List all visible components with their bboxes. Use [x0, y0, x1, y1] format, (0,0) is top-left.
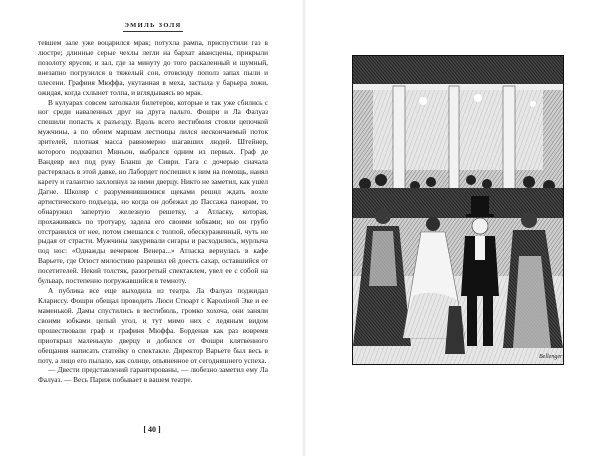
paragraph-1: тевшем зале уже воцарился мрак; потухла рампа, приспустили газ в люстре; длинные серые чехлы легли на бархат авансцены, прикрыли позолоту ярусов; и зал, где за минуту до того раскаленный и шумный, внезапно погрузился в тяжелый сон, отовсюду пополз запах пыли и плесени. Графиня Мюффа, укутанная в меха, застыла у барьера ложи, ожидая, когда схлынет толпа, и вглядываясь во мрак. — [38, 38, 268, 97]
running-title-rule — [123, 31, 183, 32]
page-number: [ 40 ] — [143, 425, 161, 434]
paragraph-4: — Двести представлений гарантированы, — любезно заметил ему Ла Фалуаз. — Весь Париж побывает в вашем театре. — [38, 365, 268, 385]
engraving-illustration — [352, 55, 564, 365]
column-center — [449, 86, 459, 196]
hall-ceiling — [353, 56, 563, 86]
artist-signature: Bellenger — [539, 354, 563, 360]
running-title: ЭМИЛЬ ЗОЛЯ — [124, 22, 182, 29]
body-text — [38, 38, 268, 385]
paragraph-3: А публика все еще выходила из театра. Ла Фалуаз поджидал Клариссу. Фошри обещал проводить Люси Стюарт с Кароліной Эке и ее маменькой. Дамы спустились в вестибюль, громко хохоча, они заняли своими юбками целый угол, и тут мимо них с ледяным видом прошествовали граф и графиня Мюффа. Борденав как раз вовремя приоткрыл маленькую дверцу и добился от Фошри клятвенного обещания написать статейку о спектакле. Директор Варьете был весь в поту, а лицо его пылало, как солнце, опьяненное от сегодняшнего успеха. — [38, 286, 268, 365]
paragraph-2: В кулуарах совсем затолкали билетеров, которые и так уже сбились с ног среди наваленных друг на друга пальто. Фошри и Ла Фалуаз спешили попасть к разъезду. Вдоль всего вестибюля стояли цепочкой мужчины, а по обоим маршам лестницы лился нескончаемый поток зрителей, плотная масса равномерно шагавших людей. Штейнер, которого подхватил Миньон, выбрался одним из первых. Граф де Вандевр вел под руку Бланш де Сиври. Гага с дочерью сначала растерялась в этой давке, но Лабордет поспешил к ним на помощь, нанял карету и галантно захлопнул за ними дверцу. Никто не заметил, как ушел Дагне. Школяр с разрумянившимися щеками решил ждать возле артистического подъезда, но когда он добежал до Пассажа панорам, то обнаружил запертую железную решетку, а Атласку, которая, прохаживаясь по тротуару, задела его своими юбками; но он грубо отстранился от нее, потом смешался с толпой, обескураженный, чуть не рыдая от страсти. Мужчины закуривали сигары и расходились, мурлыча под нос: «Однажды вечерком Венера...» Атласка вернулась в кафе Варьете, где Огюст милостиво разрешил ей доесть сахар, оставшийся от посетителей. Некий толстяк, разогретый спектаклем, увел ее с собой на бульвар, постепенно погружавшийся в темноту. — [38, 97, 268, 286]
